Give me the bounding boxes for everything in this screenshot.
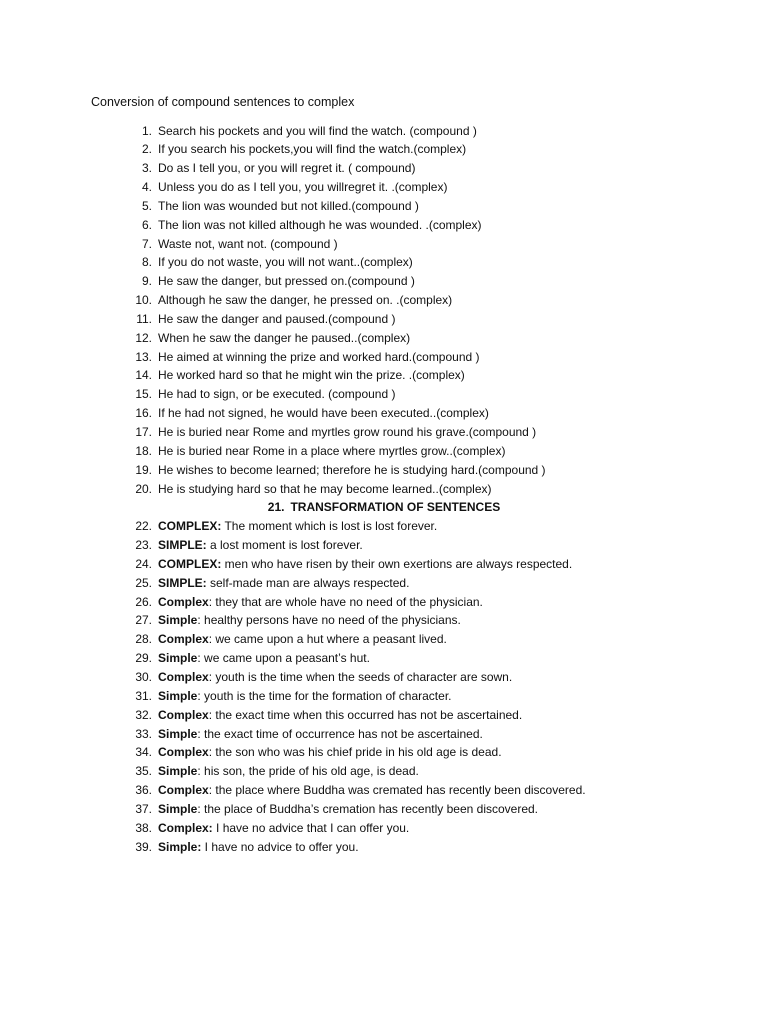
sentence-type-label: Simple: [158,839,202,854]
sentence-type-label: Complex [158,783,209,798]
item-text: He wishes to become learned; therefore he is studying hard.(compound ) [158,462,546,477]
item-text: He aimed at winning the prize and worked hard.(compound ) [158,349,480,364]
list-item [0,216,768,235]
item-text: Waste not, want not. (compound ) [158,236,338,251]
item-text: Unless you do as I tell you, you willregret it. .(complex) [158,180,448,195]
sentence-type-label: Simple [158,688,198,703]
heading-number: 21. [267,500,285,515]
item-text: Although he saw the danger, he pressed on. .(complex) [158,293,453,308]
item-number: 39. [135,839,152,854]
item-text: : his son, the pride of his old age, is dead. [197,764,419,779]
sentence-type-label: Simple [158,613,198,628]
item-text: The moment which is lost is lost forever. [221,519,438,534]
item-text: He saw the danger and paused.(compound ) [158,311,396,326]
item-number: 34. [135,745,152,760]
item-number: 7. [141,236,152,251]
list-item [0,593,768,612]
item-number: 24. [135,556,152,571]
list-item [0,461,768,480]
sentence-type-label: SIMPLE: [158,538,207,553]
item-text: : healthy persons have no need of the physicians. [197,613,461,628]
item-number: 2. [141,142,152,157]
list-item [0,235,768,254]
item-number: 14. [135,368,152,383]
item-number: 25. [135,575,152,590]
list-item [0,423,768,442]
sentence-type-label: Simple [158,801,198,816]
list-item [0,348,768,367]
item-number: 32. [135,707,152,722]
list-item [0,310,768,329]
item-number: 26. [135,594,152,609]
item-text: When he saw the danger he paused..(complex) [158,330,411,345]
list-item [0,140,768,159]
sentence-type-label: COMPLEX: [158,556,222,571]
item-number: 10. [135,293,152,308]
sentence-list [0,122,768,857]
list-item [0,366,768,385]
item-number: 18. [135,443,152,458]
item-number: 15. [135,387,152,402]
item-number: 13. [135,349,152,364]
item-number: 8. [141,255,152,270]
list-item [0,272,768,291]
list-item [0,442,768,461]
sentence-type-label: COMPLEX: [158,519,222,534]
list-item [0,725,768,744]
item-number: 12. [135,330,152,345]
item-text: self-made man are always respected. [206,575,410,590]
item-number: 20. [135,481,152,496]
item-text: : the exact time when this occurred has not be ascertained. [208,707,523,722]
list-item [0,122,768,141]
item-text: If he had not signed, he would have been executed..(complex) [158,406,489,421]
sentence-type-label: Complex: [158,820,213,835]
item-number: 37. [135,801,152,816]
list-item [0,668,768,687]
sentence-type-label: Complex [158,594,209,609]
item-number: 19. [135,462,152,477]
item-text: The lion was wounded but not killed.(compound ) [158,198,419,213]
sentence-type-label: Complex [158,632,209,647]
item-text: I have no advice to offer you. [201,839,359,854]
item-number: 29. [135,651,152,666]
page-title: Conversion of compound sentences to complex [91,95,355,109]
list-item [0,574,768,593]
list-item [0,404,768,423]
list-item [0,536,768,555]
item-text: Do as I tell you, or you will regret it. ( compound) [158,161,416,176]
sentence-type-label: Complex [158,745,209,760]
sentence-type-label: Simple [158,764,198,779]
sentence-type-label: Complex [158,669,209,684]
item-number: 23. [135,538,152,553]
item-number: 5. [141,198,152,213]
list-item [0,649,768,668]
item-number: 16. [135,406,152,421]
item-text: : we came upon a hut where a peasant lived. [208,632,447,647]
item-number: 35. [135,764,152,779]
item-number: 36. [135,783,152,798]
sentence-type-label: Simple [158,726,198,741]
item-number: 4. [141,180,152,195]
list-item [0,480,768,499]
list-item [0,630,768,649]
item-number: 27. [135,613,152,628]
list-item [0,159,768,178]
sentence-type-label: Simple [158,651,198,666]
item-number: 3. [141,161,152,176]
item-number: 6. [141,217,152,232]
item-number: 11. [136,311,152,326]
list-item [0,611,768,630]
item-text: : youth is the time for the formation of character. [197,688,452,703]
item-text: : the place of Buddha’s cremation has recently been discovered. [197,801,539,816]
list-item [0,762,768,781]
item-text: He saw the danger, but pressed on.(compound ) [158,274,415,289]
item-text: He is studying hard so that he may become learned..(complex) [158,481,492,496]
item-text: If you search his pockets,you will find the watch.(complex) [158,142,467,157]
item-number: 30. [135,669,152,684]
list-item [0,517,768,536]
section-heading [0,498,768,517]
item-text: : the place where Buddha was cremated has recently been discovered. [208,783,586,798]
item-number: 31. [135,688,152,703]
item-text: a lost moment is lost forever. [206,538,363,553]
list-item [0,706,768,725]
item-text: He worked hard so that he might win the prize. .(complex) [158,368,465,383]
item-number: 38. [135,820,152,835]
list-item [0,838,768,857]
item-number: 9. [141,274,152,289]
list-item [0,555,768,574]
item-text: : they that are whole have no need of the physician. [208,594,483,609]
item-text: men who have risen by their own exertions are always respected. [221,556,573,571]
list-item [0,800,768,819]
item-text: He had to sign, or be executed. (compound ) [158,387,396,402]
item-number: 28. [135,632,152,647]
list-item [0,385,768,404]
item-text: : the son who was his chief pride in his old age is dead. [208,745,502,760]
sentence-type-label: SIMPLE: [158,575,207,590]
list-item [0,291,768,310]
item-text: The lion was not killed although he was wounded. .(complex) [158,217,482,232]
item-text: He is buried near Rome and myrtles grow round his grave.(compound ) [158,425,537,439]
list-item [0,178,768,197]
sentence-type-label: Complex [158,707,209,722]
item-number: 17. [135,425,152,439]
list-item [0,781,768,800]
list-item [0,819,768,838]
item-text: : we came upon a peasant’s hut. [197,651,370,666]
item-number: 22. [135,519,152,534]
item-number: 1. [141,123,152,138]
item-text: If you do not waste, you will not want..(complex) [158,255,413,270]
item-text: Search his pockets and you will find the watch. (compound ) [158,123,477,138]
item-number: 33. [135,726,152,741]
list-item [0,687,768,706]
item-text: I have no advice that I can offer you. [212,820,410,835]
list-item [0,329,768,348]
item-text: He is buried near Rome in a place where myrtles grow..(complex) [158,443,506,458]
heading-text: TRANSFORMATION OF SENTENCES [290,500,501,515]
list-item [0,253,768,272]
list-item [0,743,768,762]
list-item [0,197,768,216]
item-text: : the exact time of occurrence has not be ascertained. [197,726,483,741]
item-text: : youth is the time when the seeds of character are sown. [208,669,513,684]
